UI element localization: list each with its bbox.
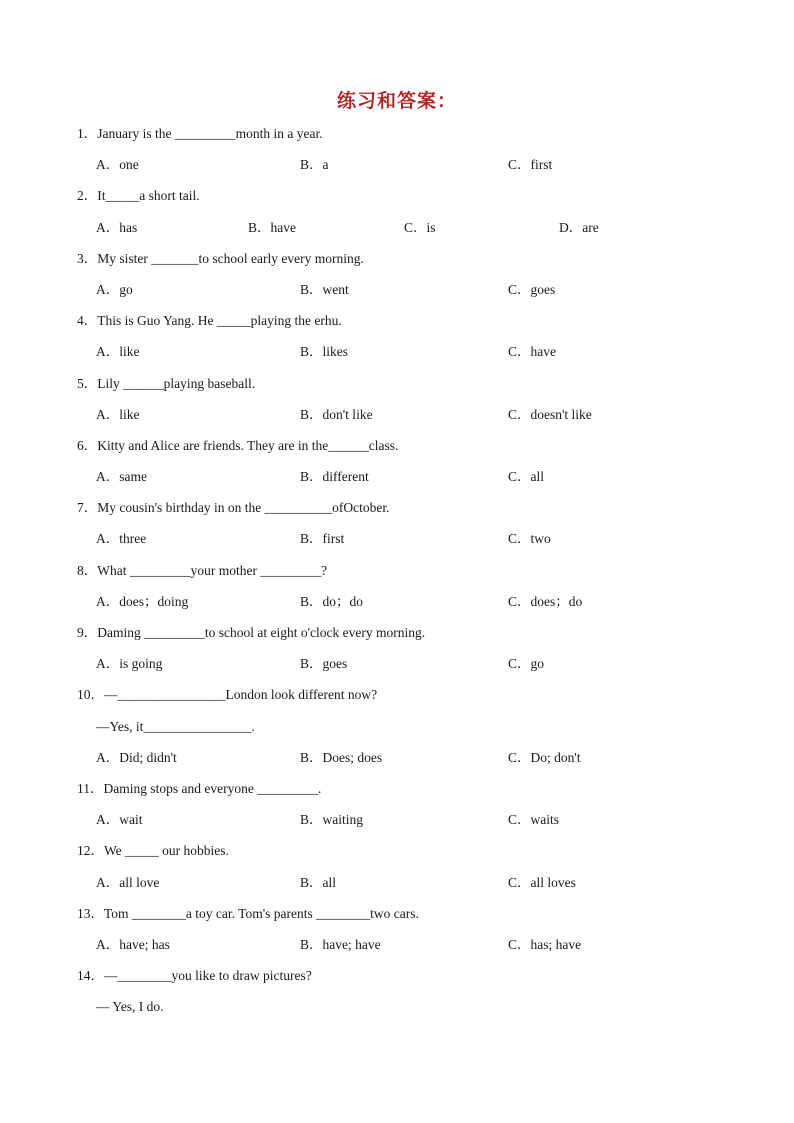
option-c[interactable]: C．have: [508, 344, 556, 360]
option-a[interactable]: A．does；doing: [96, 593, 189, 609]
option-b[interactable]: B．different: [300, 469, 369, 485]
reply-text: —Yes, it________________.: [96, 718, 255, 734]
option-b[interactable]: B．likes: [300, 344, 349, 360]
options-row: [0, 403, 794, 434]
question-text: 10．—________________London look different now?: [77, 687, 378, 703]
option-a[interactable]: A．like: [96, 344, 140, 360]
question-text: 3．My sister _______to school early every morning.: [77, 250, 364, 266]
options-row: [0, 652, 794, 683]
question-text: 6．Kitty and Alice are friends. They are in the______class.: [77, 437, 399, 453]
option-a[interactable]: A．Did; didn't: [96, 749, 177, 765]
reply-text: — Yes, I do.: [96, 999, 164, 1015]
option-a[interactable]: A．have; has: [96, 936, 170, 952]
option-c[interactable]: C．does；do: [508, 593, 583, 609]
option-c[interactable]: C．goes: [508, 281, 556, 297]
question-text: 2．It_____a short tail.: [77, 188, 200, 204]
option-b[interactable]: B．have: [248, 219, 296, 235]
question-prompt: [0, 683, 794, 714]
options-row: [0, 278, 794, 309]
question-text: 7．My cousin's birthday in on the __________ofOctober.: [77, 500, 390, 516]
option-b[interactable]: B．have; have: [300, 936, 381, 952]
question-prompt: [0, 839, 794, 870]
question-text: 14．—________you like to draw pictures?: [77, 968, 312, 984]
options-row: [0, 933, 794, 964]
question-reply: [0, 715, 794, 746]
question-text: 1．January is the _________month in a year.: [77, 126, 323, 141]
option-b[interactable]: B．a: [300, 157, 329, 173]
question-prompt: [0, 621, 794, 652]
option-c[interactable]: C．all: [508, 469, 544, 485]
option-d[interactable]: D．are: [559, 219, 599, 235]
option-c[interactable]: C．all loves: [508, 874, 576, 890]
options-row: [0, 340, 794, 371]
option-c[interactable]: C．doesn't like: [508, 406, 592, 422]
option-b[interactable]: B．all: [300, 874, 336, 890]
question-text: 8．What _________your mother _________?: [77, 562, 328, 578]
option-b[interactable]: B．do；do: [300, 593, 364, 609]
page-title: 练习和答案：: [336, 90, 457, 112]
question-text: 5．Lily ______playing baseball.: [77, 375, 256, 391]
options-row: [0, 871, 794, 902]
options-row: [0, 216, 794, 247]
question-prompt: [0, 372, 794, 403]
question-prompt: [0, 902, 794, 933]
option-a[interactable]: A．all love: [96, 874, 160, 890]
options-row: [0, 465, 794, 496]
option-b[interactable]: B．goes: [300, 656, 348, 672]
question-prompt: [0, 496, 794, 527]
options-row: [0, 590, 794, 621]
question-prompt: [0, 559, 794, 590]
option-c[interactable]: C．Do; don't: [508, 749, 581, 765]
question-prompt: [0, 122, 794, 153]
option-c[interactable]: C．has; have: [508, 936, 582, 952]
option-b[interactable]: B．went: [300, 281, 349, 297]
question-prompt: [0, 309, 794, 340]
options-row: [0, 746, 794, 777]
question-prompt: [0, 184, 794, 215]
option-a[interactable]: A．is going: [96, 656, 163, 672]
option-a[interactable]: A．wait: [96, 812, 143, 828]
option-b[interactable]: B．first: [300, 531, 345, 547]
option-a[interactable]: A．three: [96, 531, 147, 547]
question-prompt: [0, 964, 794, 995]
question-prompt: [0, 434, 794, 465]
option-c[interactable]: C．go: [508, 656, 545, 672]
option-a[interactable]: A．go: [96, 281, 133, 297]
question-prompt: [0, 777, 794, 808]
option-b[interactable]: B．don't like: [300, 406, 373, 422]
options-row: [0, 527, 794, 558]
option-c[interactable]: C．first: [508, 157, 553, 173]
question-text: 12．We _____ our hobbies.: [77, 843, 229, 859]
question-text: 4．This is Guo Yang. He _____playing the erhu.: [77, 313, 342, 329]
option-a[interactable]: A．one: [96, 157, 139, 173]
option-b[interactable]: B．waiting: [300, 812, 363, 828]
option-a[interactable]: A．like: [96, 406, 140, 422]
question-text: 11．Daming stops and everyone _________.: [77, 780, 322, 796]
question-prompt: [0, 247, 794, 278]
option-c[interactable]: C．is: [404, 219, 436, 235]
option-a[interactable]: A．has: [96, 219, 138, 235]
option-c[interactable]: C．waits: [508, 812, 560, 828]
options-row: [0, 153, 794, 184]
options-row: [0, 808, 794, 839]
question-text: 9．Daming _________to school at eight o'clock every morning.: [77, 625, 426, 640]
question-reply: [0, 995, 794, 1026]
question-list: [0, 122, 794, 1026]
option-c[interactable]: C．two: [508, 531, 551, 547]
option-b[interactable]: B．Does; does: [300, 749, 383, 765]
option-a[interactable]: A．same: [96, 469, 147, 485]
question-text: 13．Tom ________a toy car. Tom's parents ________two cars.: [77, 905, 419, 921]
